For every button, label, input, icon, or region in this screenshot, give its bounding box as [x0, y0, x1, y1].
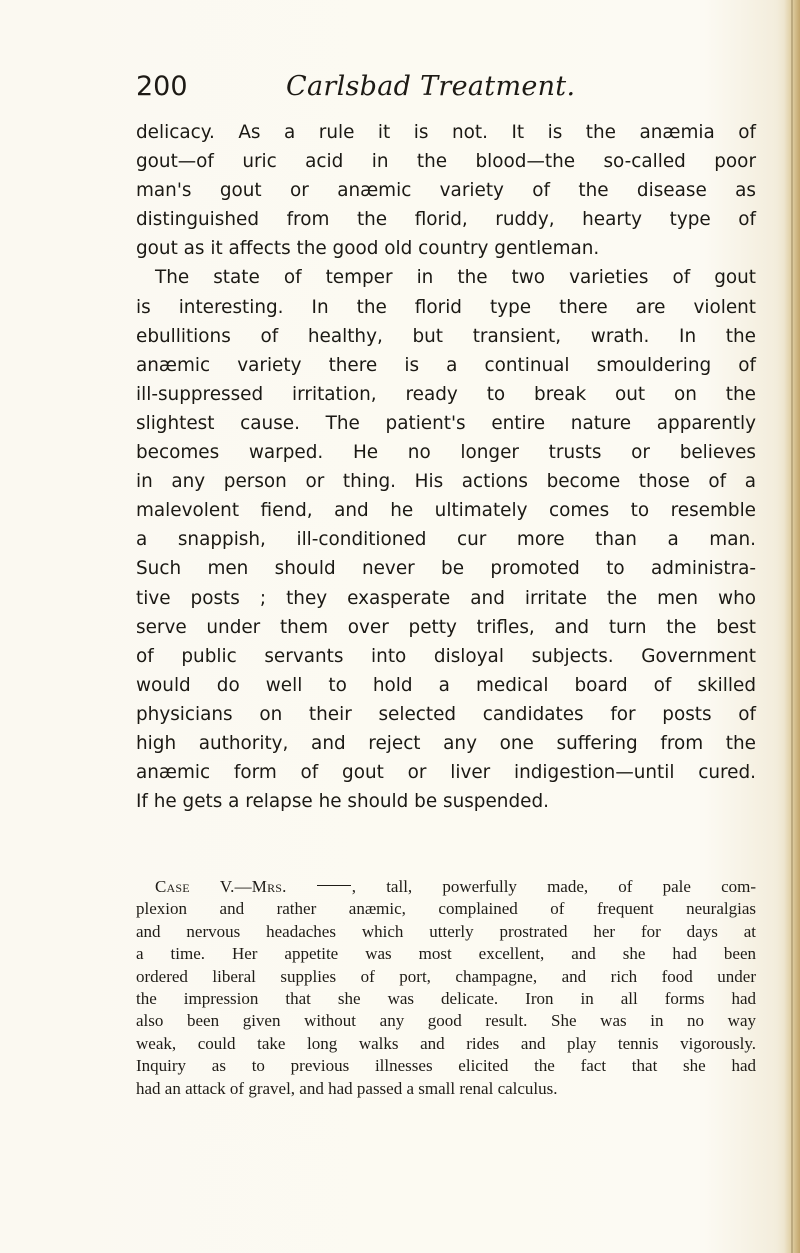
case-report-line: plexion and rather anæmic, complained of frequent neuralgias	[136, 899, 756, 919]
case-first-line-text: , tall, powerfully made, of pale com-	[351, 877, 756, 896]
main-text-line: anæmic variety there is a continual smouldering of	[136, 354, 756, 376]
main-text-line: of public servants into disloyal subjects. Government	[136, 645, 756, 667]
main-text-line: If he gets a relapse he should be suspended.	[136, 791, 549, 813]
case-report-line: had an attack of gravel, and had passed a small renal calculus.	[136, 1078, 558, 1098]
page-edge-line	[791, 0, 793, 1253]
main-text-line: high authority, and reject any one suffering from the	[136, 732, 756, 754]
redaction-dash	[317, 885, 351, 886]
page-header	[136, 70, 756, 110]
main-text-line: The state of temper in the two varieties of gout	[155, 267, 756, 289]
main-text-line: malevolent fiend, and he ultimately comes to resemble	[136, 500, 756, 522]
main-text-line: a snappish, ill-conditioned cur more than a man.	[136, 529, 756, 551]
main-text-line: physicians on their selected candidates for posts of	[136, 703, 756, 725]
case-report-line: the impression that she was delicate. Iron in all forms had	[136, 988, 756, 1008]
case-label: Case V.—Mrs.	[155, 877, 287, 896]
main-text-line: distinguished from the florid, ruddy, hearty type of	[136, 209, 756, 231]
case-report-line: ordered liberal supplies of port, champagne, and rich food under	[136, 966, 756, 986]
main-text-line: ebullitions of healthy, but transient, wrath. In the	[136, 325, 756, 347]
case-report-first-line	[136, 876, 756, 898]
case-report-line: and nervous headaches which utterly prostrated her for days at	[136, 921, 756, 941]
main-text-line: gout—of uric acid in the blood—the so-called poor	[136, 151, 756, 173]
main-text-line: man's gout or anæmic variety of the disease as	[136, 180, 756, 202]
page-number: 200	[136, 71, 188, 102]
main-text-line: gout as it affects the good old country gentleman.	[136, 238, 600, 260]
case-report-line: weak, could take long walks and rides and play tennis vigorously.	[136, 1033, 756, 1053]
main-text-line: becomes warped. He no longer trusts or believes	[136, 442, 756, 464]
main-text-line: anæmic form of gout or liver indigestion—until cured.	[136, 762, 756, 784]
case-report-line: a time. Her appetite was most excellent, and she had been	[136, 944, 756, 964]
main-text-line: would do well to hold a medical board of skilled	[136, 674, 756, 696]
main-text-line: in any person or thing. His actions become those of a	[136, 471, 756, 493]
running-title: Carlsbad Treatment.	[286, 71, 576, 102]
case-report-line: also been given without any good result. She was in no way	[136, 1011, 756, 1031]
main-text-line: Such men should never be promoted to administra-	[136, 558, 756, 580]
main-paragraphs	[136, 118, 756, 816]
main-text-line: tive posts ; they exasperate and irritate the men who	[136, 587, 756, 609]
case-report-line: Inquiry as to previous illnesses elicited the fact that she had	[136, 1056, 756, 1076]
main-text-line: serve under them over petty trifles, and turn the best	[136, 616, 756, 638]
main-text-line: ill-suppressed irritation, ready to break out on the	[136, 383, 756, 405]
case-report	[136, 876, 756, 1100]
main-text-line: delicacy. As a rule it is not. It is the anæmia of	[136, 122, 756, 143]
main-text-line: is interesting. In the florid type there are violent	[136, 296, 756, 318]
main-text-line: slightest cause. The patient's entire nature apparently	[136, 412, 756, 434]
